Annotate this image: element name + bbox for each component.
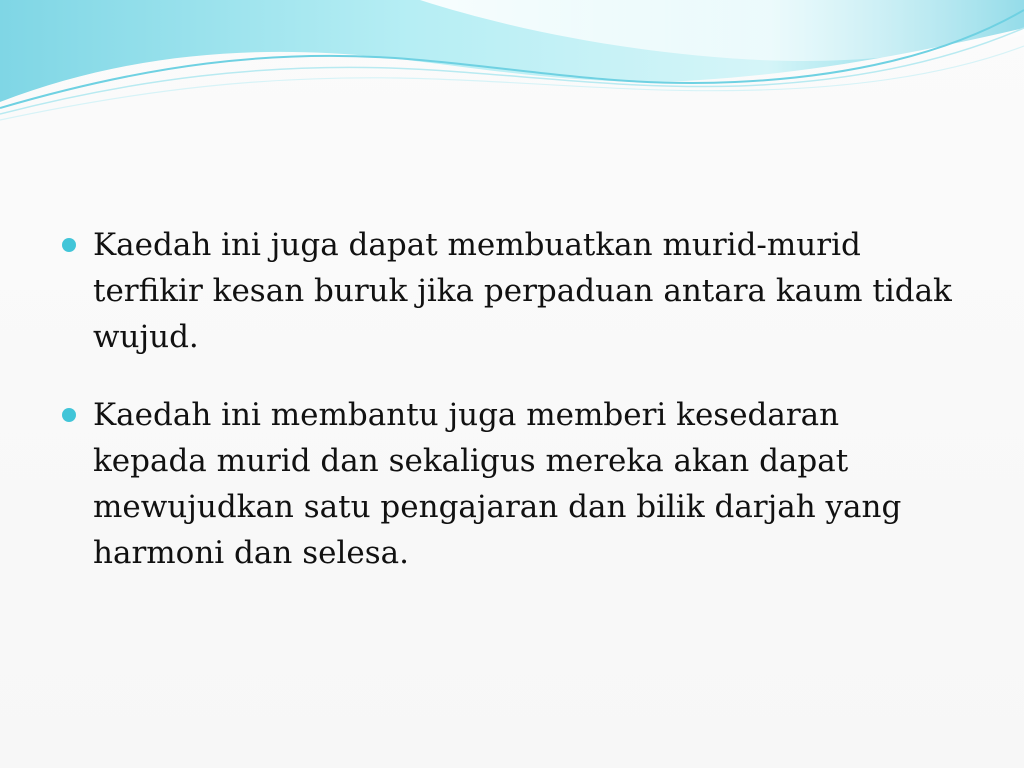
bullet-text-1: Kaedah ini juga dapat membuatkan murid-murid terfikir kesan buruk jika perpaduan antara kaum tidak wujud.: [93, 227, 952, 355]
decorative-wave-header: [0, 0, 1024, 130]
bullet-item-2: [62, 392, 962, 576]
bullet-icon: [62, 238, 76, 252]
bullet-icon: [62, 408, 76, 422]
bullet-item-1: [62, 222, 962, 360]
bullet-list: [62, 222, 962, 608]
bullet-text-2: Kaedah ini membantu juga memberi kesedaran kepada murid dan sekaligus mereka akan dapat mewujudkan satu pengajaran dan bilik darjah yang harmoni dan selesa.: [93, 397, 902, 571]
